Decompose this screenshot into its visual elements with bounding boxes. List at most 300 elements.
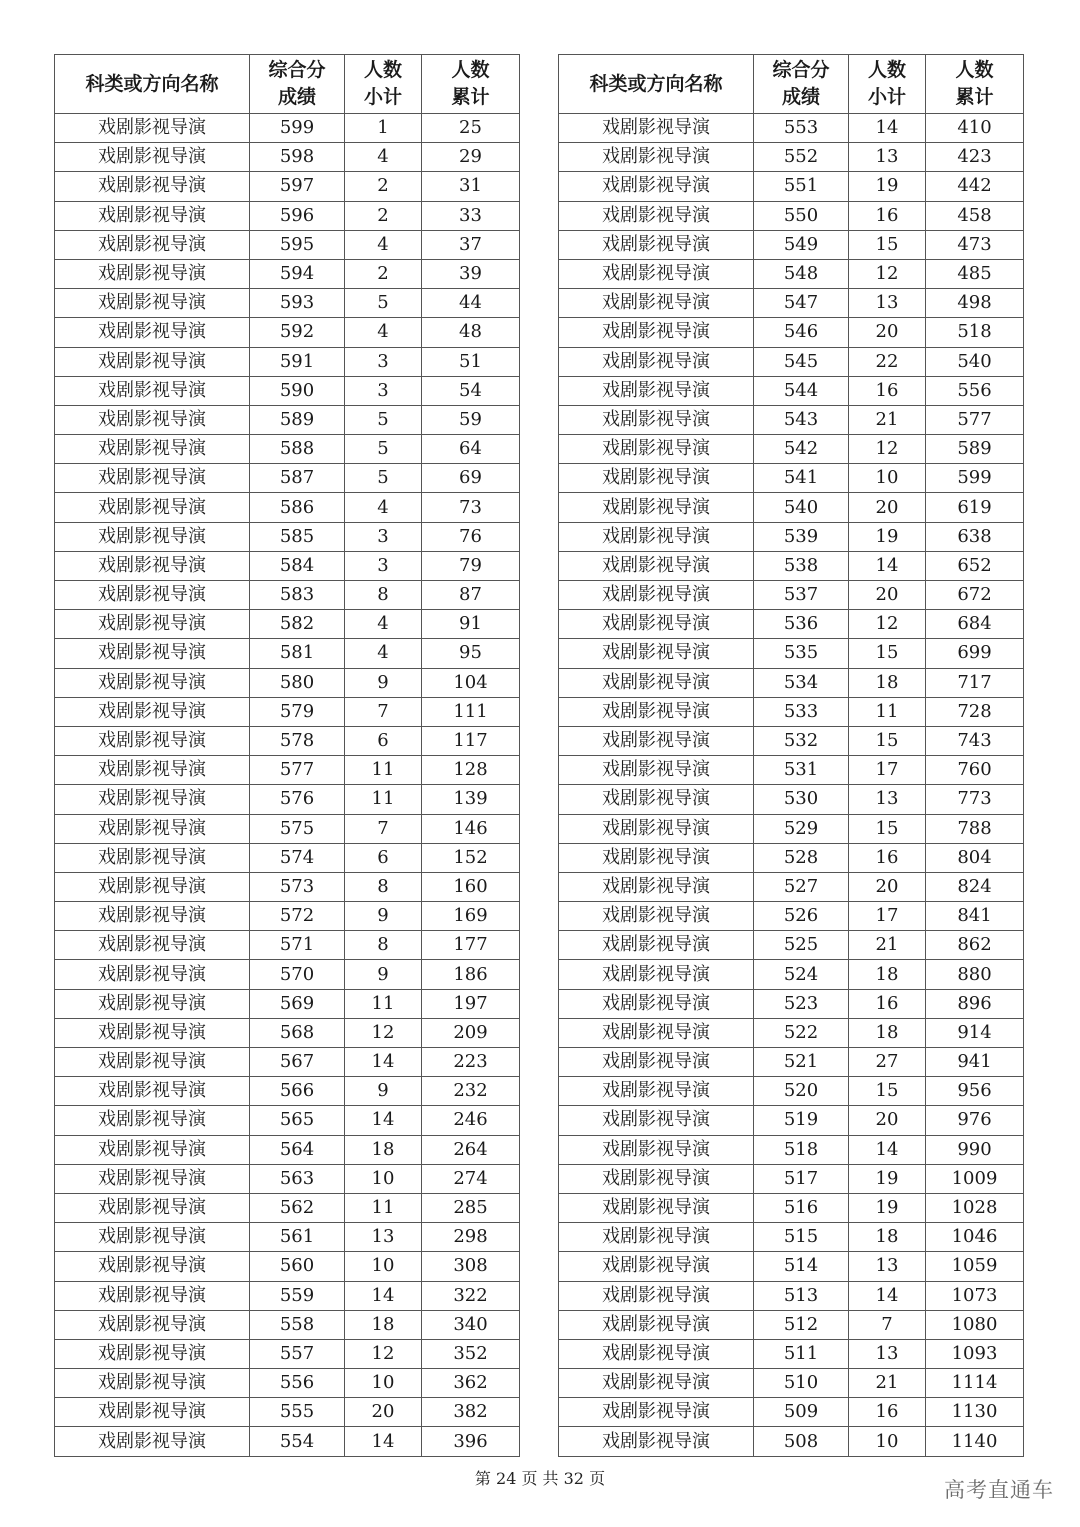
cell-cumulative: 64 <box>422 435 520 464</box>
cell-category: 戏剧影视导演 <box>55 259 250 288</box>
cell-cumulative: 209 <box>422 1018 520 1047</box>
table-row <box>55 464 520 493</box>
cell-cumulative: 1114 <box>926 1369 1024 1398</box>
header-cumulative-line1: 人数 <box>451 59 490 81</box>
cell-category: 戏剧影视导演 <box>559 114 754 143</box>
cell-score: 509 <box>754 1398 849 1427</box>
cell-category: 戏剧影视导演 <box>55 1398 250 1427</box>
cell-count: 15 <box>849 230 926 259</box>
cell-cumulative: 197 <box>422 989 520 1018</box>
table-row <box>55 581 520 610</box>
cell-score: 517 <box>754 1164 849 1193</box>
table-row <box>559 1398 1024 1427</box>
table-row <box>559 668 1024 697</box>
cell-cumulative: 896 <box>926 989 1024 1018</box>
cell-score: 565 <box>250 1106 345 1135</box>
header-count-line1: 人数 <box>867 59 906 81</box>
header-count-line2: 小计 <box>867 86 906 108</box>
cell-cumulative: 485 <box>926 259 1024 288</box>
cell-count: 15 <box>849 814 926 843</box>
cell-count: 10 <box>849 464 926 493</box>
cell-cumulative: 473 <box>926 230 1024 259</box>
cell-score: 557 <box>250 1339 345 1368</box>
cell-category: 戏剧影视导演 <box>559 814 754 843</box>
cell-category: 戏剧影视导演 <box>559 201 754 230</box>
cell-score: 518 <box>754 1135 849 1164</box>
cell-count: 18 <box>849 960 926 989</box>
cell-cumulative: 652 <box>926 551 1024 580</box>
cell-category: 戏剧影视导演 <box>559 435 754 464</box>
header-row <box>559 55 1024 114</box>
cell-cumulative: 458 <box>926 201 1024 230</box>
cell-score: 536 <box>754 610 849 639</box>
table-row <box>55 493 520 522</box>
cell-cumulative: 556 <box>926 376 1024 405</box>
cell-category: 戏剧影视导演 <box>559 1339 754 1368</box>
cell-category: 戏剧影视导演 <box>559 1106 754 1135</box>
table-row <box>559 1048 1024 1077</box>
table-row <box>559 435 1024 464</box>
table-row <box>55 872 520 901</box>
cell-category: 戏剧影视导演 <box>55 201 250 230</box>
cell-score: 591 <box>250 347 345 376</box>
table-row <box>559 405 1024 434</box>
cell-score: 580 <box>250 668 345 697</box>
cell-count: 13 <box>345 1223 422 1252</box>
cell-score: 568 <box>250 1018 345 1047</box>
cell-category: 戏剧影视导演 <box>55 872 250 901</box>
cell-cumulative: 396 <box>422 1427 520 1456</box>
cell-cumulative: 146 <box>422 814 520 843</box>
table-row <box>559 143 1024 172</box>
cell-category: 戏剧影视导演 <box>559 172 754 201</box>
table-row <box>559 639 1024 668</box>
cell-score: 546 <box>754 318 849 347</box>
cell-count: 5 <box>345 464 422 493</box>
cell-category: 戏剧影视导演 <box>559 1018 754 1047</box>
cell-count: 14 <box>849 551 926 580</box>
table-row <box>559 1310 1024 1339</box>
cell-score: 578 <box>250 726 345 755</box>
table-row <box>55 318 520 347</box>
header-count <box>345 55 422 114</box>
cell-category: 戏剧影视导演 <box>559 1193 754 1222</box>
cell-cumulative: 33 <box>422 201 520 230</box>
cell-category: 戏剧影视导演 <box>559 347 754 376</box>
cell-count: 14 <box>345 1106 422 1135</box>
cell-count: 11 <box>849 697 926 726</box>
cell-score: 560 <box>250 1252 345 1281</box>
cell-count: 20 <box>345 1398 422 1427</box>
cell-category: 戏剧影视导演 <box>559 318 754 347</box>
table-row <box>55 1252 520 1281</box>
cell-score: 570 <box>250 960 345 989</box>
cell-score: 532 <box>754 726 849 755</box>
table-row <box>559 1427 1024 1456</box>
cell-category: 戏剧影视导演 <box>559 1427 754 1456</box>
cell-count: 18 <box>849 1018 926 1047</box>
cell-cumulative: 1009 <box>926 1164 1024 1193</box>
table-row <box>55 259 520 288</box>
table-row <box>559 756 1024 785</box>
header-row <box>55 55 520 114</box>
cell-score: 590 <box>250 376 345 405</box>
cell-count: 11 <box>345 1193 422 1222</box>
cell-score: 539 <box>754 522 849 551</box>
header-count-line1: 人数 <box>363 59 402 81</box>
header-score-line2: 成绩 <box>781 86 820 108</box>
cell-category: 戏剧影视导演 <box>55 1369 250 1398</box>
cell-cumulative: 285 <box>422 1193 520 1222</box>
cell-count: 10 <box>345 1369 422 1398</box>
cell-score: 544 <box>754 376 849 405</box>
watermark-text: 高考直通车 <box>944 1478 1054 1502</box>
cell-cumulative: 577 <box>926 405 1024 434</box>
cell-score: 521 <box>754 1048 849 1077</box>
cell-count: 14 <box>849 114 926 143</box>
table-row <box>55 610 520 639</box>
table-row <box>55 960 520 989</box>
cell-count: 19 <box>849 172 926 201</box>
cell-category: 戏剧影视导演 <box>559 785 754 814</box>
cell-category: 戏剧影视导演 <box>55 464 250 493</box>
cell-category: 戏剧影视导演 <box>55 697 250 726</box>
cell-category: 戏剧影视导演 <box>55 1048 250 1077</box>
cell-count: 7 <box>849 1310 926 1339</box>
cell-cumulative: 672 <box>926 581 1024 610</box>
cell-score: 566 <box>250 1077 345 1106</box>
cell-count: 18 <box>345 1310 422 1339</box>
table-row <box>559 1252 1024 1281</box>
cell-score: 541 <box>754 464 849 493</box>
cell-category: 戏剧影视导演 <box>559 581 754 610</box>
cell-score: 508 <box>754 1427 849 1456</box>
cell-cumulative: 956 <box>926 1077 1024 1106</box>
cell-category: 戏剧影视导演 <box>55 551 250 580</box>
cell-category: 戏剧影视导演 <box>55 230 250 259</box>
cell-score: 597 <box>250 172 345 201</box>
header-cumulative <box>926 55 1024 114</box>
cell-score: 538 <box>754 551 849 580</box>
cell-score: 542 <box>754 435 849 464</box>
table-row <box>55 1369 520 1398</box>
cell-cumulative: 25 <box>422 114 520 143</box>
cell-cumulative: 518 <box>926 318 1024 347</box>
cell-count: 21 <box>849 1369 926 1398</box>
cell-category: 戏剧影视导演 <box>55 289 250 318</box>
table-row <box>55 1018 520 1047</box>
table-row <box>559 697 1024 726</box>
cell-category: 戏剧影视导演 <box>55 989 250 1018</box>
cell-category: 戏剧影视导演 <box>55 902 250 931</box>
cell-cumulative: 73 <box>422 493 520 522</box>
cell-score: 592 <box>250 318 345 347</box>
cell-cumulative: 1080 <box>926 1310 1024 1339</box>
cell-category: 戏剧影视导演 <box>559 872 754 901</box>
cell-cumulative: 152 <box>422 843 520 872</box>
cell-cumulative: 322 <box>422 1281 520 1310</box>
cell-count: 3 <box>345 551 422 580</box>
cell-count: 14 <box>345 1281 422 1310</box>
cell-category: 戏剧影视导演 <box>55 1018 250 1047</box>
cell-cumulative: 880 <box>926 960 1024 989</box>
cell-count: 5 <box>345 405 422 434</box>
cell-count: 12 <box>345 1339 422 1368</box>
cell-score: 519 <box>754 1106 849 1135</box>
cell-count: 20 <box>849 493 926 522</box>
cell-cumulative: 37 <box>422 230 520 259</box>
table-row <box>559 522 1024 551</box>
cell-score: 555 <box>250 1398 345 1427</box>
table-row <box>559 1339 1024 1368</box>
cell-count: 18 <box>345 1135 422 1164</box>
cell-count: 22 <box>849 347 926 376</box>
cell-count: 5 <box>345 435 422 464</box>
table-row <box>559 902 1024 931</box>
table-row <box>55 1310 520 1339</box>
table-row <box>55 1135 520 1164</box>
header-category-label: 科类或方向名称 <box>589 72 723 95</box>
cell-cumulative: 79 <box>422 551 520 580</box>
table-row <box>559 464 1024 493</box>
cell-count: 12 <box>849 259 926 288</box>
cell-category: 戏剧影视导演 <box>559 1310 754 1339</box>
cell-count: 16 <box>849 843 926 872</box>
cell-count: 17 <box>849 756 926 785</box>
header-score-line1: 综合分 <box>772 59 830 81</box>
cell-category: 戏剧影视导演 <box>55 522 250 551</box>
cell-category: 戏剧影视导演 <box>559 493 754 522</box>
cell-count: 12 <box>345 1018 422 1047</box>
table-row <box>55 551 520 580</box>
cell-category: 戏剧影视导演 <box>559 376 754 405</box>
cell-score: 511 <box>754 1339 849 1368</box>
header-count <box>849 55 926 114</box>
table-row <box>55 668 520 697</box>
cell-cumulative: 29 <box>422 143 520 172</box>
cell-category: 戏剧影视导演 <box>55 581 250 610</box>
cell-count: 12 <box>849 610 926 639</box>
cell-score: 593 <box>250 289 345 318</box>
cell-score: 535 <box>754 639 849 668</box>
cell-count: 6 <box>345 843 422 872</box>
cell-score: 554 <box>250 1427 345 1456</box>
table-row <box>559 610 1024 639</box>
cell-score: 545 <box>754 347 849 376</box>
cell-cumulative: 382 <box>422 1398 520 1427</box>
cell-category: 戏剧影视导演 <box>559 1398 754 1427</box>
cell-category: 戏剧影视导演 <box>559 989 754 1018</box>
cell-count: 13 <box>849 289 926 318</box>
cell-score: 530 <box>754 785 849 814</box>
cell-score: 567 <box>250 1048 345 1077</box>
cell-score: 563 <box>250 1164 345 1193</box>
cell-cumulative: 117 <box>422 726 520 755</box>
table-row <box>55 1339 520 1368</box>
cell-score: 579 <box>250 697 345 726</box>
cell-count: 15 <box>849 639 926 668</box>
cell-score: 587 <box>250 464 345 493</box>
cell-cumulative: 362 <box>422 1369 520 1398</box>
cell-cumulative: 914 <box>926 1018 1024 1047</box>
cell-cumulative: 274 <box>422 1164 520 1193</box>
cell-count: 12 <box>849 435 926 464</box>
cell-category: 戏剧影视导演 <box>55 143 250 172</box>
cell-cumulative: 39 <box>422 259 520 288</box>
cell-cumulative: 619 <box>926 493 1024 522</box>
cell-count: 9 <box>345 1077 422 1106</box>
cell-category: 戏剧影视导演 <box>559 522 754 551</box>
cell-count: 9 <box>345 960 422 989</box>
cell-count: 20 <box>849 581 926 610</box>
cell-category: 戏剧影视导演 <box>55 843 250 872</box>
cell-cumulative: 1073 <box>926 1281 1024 1310</box>
cell-count: 4 <box>345 610 422 639</box>
table-row <box>559 814 1024 843</box>
cell-count: 2 <box>345 259 422 288</box>
cell-category: 戏剧影视导演 <box>559 639 754 668</box>
cell-count: 4 <box>345 143 422 172</box>
cell-cumulative: 728 <box>926 697 1024 726</box>
table-row <box>559 872 1024 901</box>
cell-category: 戏剧影视导演 <box>55 1164 250 1193</box>
table-row <box>55 1281 520 1310</box>
cell-count: 9 <box>345 668 422 697</box>
table-row <box>559 581 1024 610</box>
cell-count: 18 <box>849 1223 926 1252</box>
cell-count: 19 <box>849 522 926 551</box>
cell-count: 11 <box>345 989 422 1018</box>
cell-category: 戏剧影视导演 <box>559 902 754 931</box>
cell-cumulative: 69 <box>422 464 520 493</box>
cell-score: 586 <box>250 493 345 522</box>
table-row <box>55 289 520 318</box>
cell-count: 14 <box>849 1135 926 1164</box>
cell-category: 戏剧影视导演 <box>559 697 754 726</box>
cell-score: 510 <box>754 1369 849 1398</box>
cell-score: 548 <box>754 259 849 288</box>
cell-count: 16 <box>849 1398 926 1427</box>
cell-count: 14 <box>345 1048 422 1077</box>
cell-score: 583 <box>250 581 345 610</box>
cell-count: 7 <box>345 697 422 726</box>
table-row <box>55 902 520 931</box>
cell-score: 523 <box>754 989 849 1018</box>
cell-cumulative: 743 <box>926 726 1024 755</box>
cell-cumulative: 599 <box>926 464 1024 493</box>
cell-category: 戏剧影视导演 <box>559 143 754 172</box>
cell-cumulative: 95 <box>422 639 520 668</box>
cell-score: 551 <box>754 172 849 201</box>
cell-cumulative: 638 <box>926 522 1024 551</box>
cell-score: 520 <box>754 1077 849 1106</box>
cell-category: 戏剧影视导演 <box>55 1223 250 1252</box>
cell-count: 13 <box>849 143 926 172</box>
cell-score: 525 <box>754 931 849 960</box>
cell-cumulative: 223 <box>422 1048 520 1077</box>
cell-category: 戏剧影视导演 <box>55 785 250 814</box>
cell-count: 27 <box>849 1048 926 1077</box>
table-row <box>55 347 520 376</box>
cell-score: 543 <box>754 405 849 434</box>
cell-count: 4 <box>345 230 422 259</box>
score-table-right <box>558 54 1024 1457</box>
cell-category: 戏剧影视导演 <box>559 1077 754 1106</box>
table-row <box>559 376 1024 405</box>
table-row <box>559 726 1024 755</box>
cell-count: 13 <box>849 785 926 814</box>
cell-count: 16 <box>849 989 926 1018</box>
cell-category: 戏剧影视导演 <box>559 259 754 288</box>
cell-cumulative: 1059 <box>926 1252 1024 1281</box>
cell-count: 20 <box>849 872 926 901</box>
cell-category: 戏剧影视导演 <box>559 1281 754 1310</box>
cell-category: 戏剧影视导演 <box>559 960 754 989</box>
cell-count: 13 <box>849 1339 926 1368</box>
cell-score: 550 <box>754 201 849 230</box>
cell-category: 戏剧影视导演 <box>559 464 754 493</box>
cell-count: 17 <box>849 902 926 931</box>
cell-count: 11 <box>345 785 422 814</box>
header-cumulative-line2: 累计 <box>451 86 490 108</box>
table-row <box>55 814 520 843</box>
table-row <box>559 1369 1024 1398</box>
cell-cumulative: 498 <box>926 289 1024 318</box>
cell-count: 18 <box>849 668 926 697</box>
table-row <box>55 230 520 259</box>
cell-category: 戏剧影视导演 <box>559 551 754 580</box>
cell-cumulative: 128 <box>422 756 520 785</box>
cell-category: 戏剧影视导演 <box>55 376 250 405</box>
cell-cumulative: 410 <box>926 114 1024 143</box>
cell-cumulative: 177 <box>422 931 520 960</box>
cell-score: 528 <box>754 843 849 872</box>
header-count-line2: 小计 <box>363 86 402 108</box>
table-row <box>559 259 1024 288</box>
cell-cumulative: 44 <box>422 289 520 318</box>
table-row <box>55 1106 520 1135</box>
cell-score: 574 <box>250 843 345 872</box>
cell-count: 8 <box>345 872 422 901</box>
table-row <box>559 230 1024 259</box>
cell-category: 戏剧影视导演 <box>559 1223 754 1252</box>
cell-score: 547 <box>754 289 849 318</box>
cell-score: 526 <box>754 902 849 931</box>
table-row <box>55 201 520 230</box>
header-category <box>559 55 754 114</box>
cell-category: 戏剧影视导演 <box>55 1339 250 1368</box>
cell-cumulative: 48 <box>422 318 520 347</box>
table-row <box>55 114 520 143</box>
cell-cumulative: 340 <box>422 1310 520 1339</box>
cell-cumulative: 54 <box>422 376 520 405</box>
cell-category: 戏剧影视导演 <box>55 347 250 376</box>
cell-category: 戏剧影视导演 <box>559 726 754 755</box>
cell-score: 582 <box>250 610 345 639</box>
cell-score: 594 <box>250 259 345 288</box>
cell-cumulative: 59 <box>422 405 520 434</box>
cell-score: 533 <box>754 697 849 726</box>
cell-count: 10 <box>345 1164 422 1193</box>
cell-score: 512 <box>754 1310 849 1339</box>
cell-score: 589 <box>250 405 345 434</box>
cell-score: 564 <box>250 1135 345 1164</box>
cell-category: 戏剧影视导演 <box>559 230 754 259</box>
cell-cumulative: 91 <box>422 610 520 639</box>
cell-category: 戏剧影视导演 <box>55 668 250 697</box>
cell-count: 2 <box>345 172 422 201</box>
cell-score: 529 <box>754 814 849 843</box>
